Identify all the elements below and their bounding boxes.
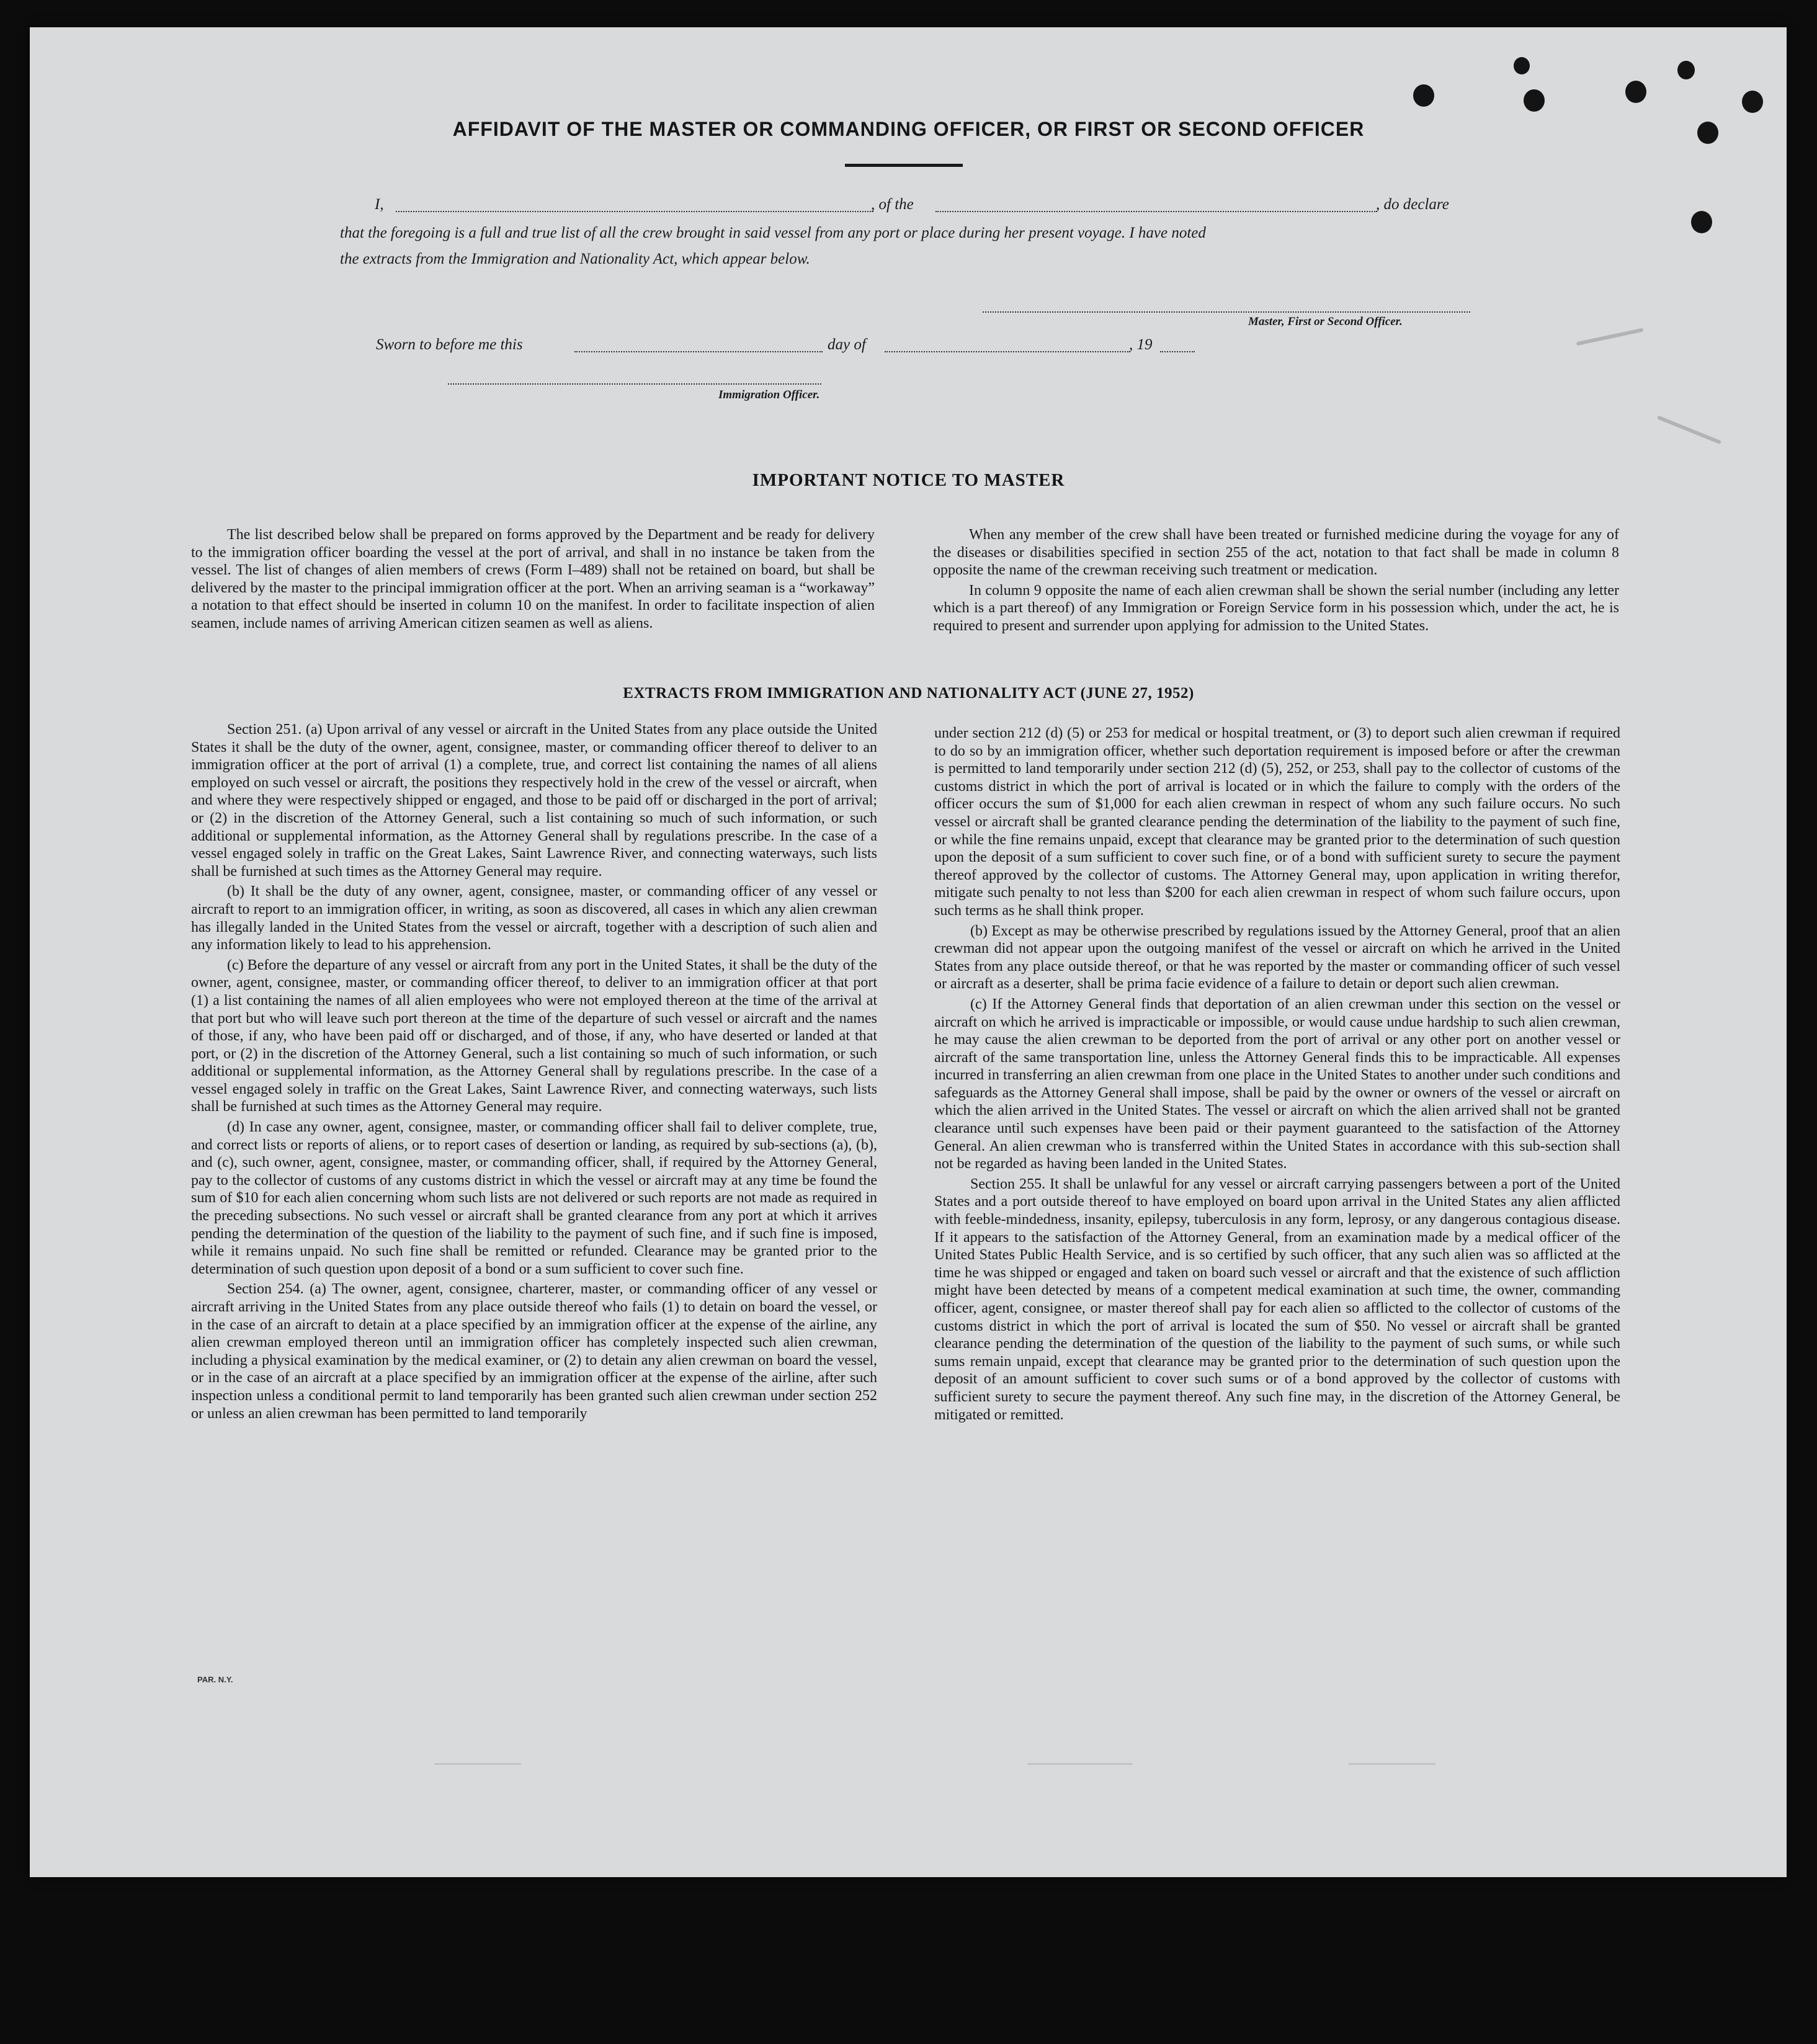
section-254c-paragraph: (c) If the Attorney General finds that deportation of an alien crewman under this section on the vessel or aircraft on which he arrived is impracticable or impossible, or would cause undue hardship to such alien crewman, he may cause the alien crewman to be deported from the port of arrival or any other port on another vessel or aircraft of the same transportation line, unless the Attorney General finds this to be impracticable. All expenses incurred in transferring an alien crewman from one place in the United States to another under such conditions and safeguards as the Attorney General shall impose, shall be paid by the owner or owners of the vessel or aircraft on which the alien arrived in the United States. The vessel or aircraft on which the alien arrived shall not be granted clearance until such expenses have been paid or their payment guaranteed to the satisfaction of the Attorney General. An alien crewman who is transferred within the United States in accordance with this sub-section shall not be regarded as having been landed in the United States. — [934, 996, 1620, 1172]
sworn-day-field[interactable] — [574, 351, 823, 352]
sworn-month-field[interactable] — [885, 351, 1130, 352]
punch-hole — [1677, 61, 1695, 79]
bleed-through-mark — [434, 1751, 521, 1765]
extracts-right-column — [934, 725, 1620, 1426]
printer-mark: PAR. N.Y. — [197, 1675, 233, 1684]
notice-heading: IMPORTANT NOTICE TO MASTER — [752, 470, 1065, 490]
declarant-label: I, — [375, 196, 384, 213]
punch-hole — [1413, 84, 1434, 107]
punch-hole — [1524, 89, 1545, 112]
notice-left-column — [191, 526, 875, 639]
notice-paragraph: The list described below shall be prepared on forms approved by the Department and be ready for delivery to the immigration officer boarding the vessel at the port of arrival, and shall in no instance be taken from the vessel. The list of changes of alien members of crews (Form I–489) shall not be retained on board, but shall be delivered by the master to the principal immigration officer at the port. When an arriving seaman is a “workaway” a notation to that effect should be inserted in column 10 on the manifest. In order to facilitate inspection of alien seamen, include names of arriving American citizen seamen as well as aliens. — [191, 527, 875, 631]
section-251d-paragraph: (d) In case any owner, agent, consignee, master, or commanding officer shall fail to deliver complete, true, and correct lists or reports of aliens, or to report cases of desertion or landing, as required by sub-sections (a), (b), and (c), such owner, agent, consignee, master, or commanding officer, shall, if required by the Attorney General, pay to the collector of customs of any customs district in which the vessel or aircraft may at any time be found the sum of $10 for each alien concerning whom such lists are not delivered or such reports are not made as required in the preceding subsections. No such vessel or aircraft shall be granted clearance from any port at which it arrives pending the determination of the question of the liability to the payment of such fine, and if such fine is imposed, while it remains unpaid. No such fine shall be remitted or refunded. Clearance may be granted prior to the determination of such question upon deposit of a bond or a sum sufficient to cover such fine. — [191, 1119, 877, 1277]
vessel-label: , of the — [871, 196, 914, 213]
punch-hole — [1742, 91, 1763, 113]
sworn-year-field[interactable] — [1160, 351, 1195, 352]
do-declare-label: , do declare — [1376, 196, 1449, 213]
section-251c-paragraph: (c) Before the departure of any vessel or aircraft from any port in the United States, it shall be the duty of the owner, agent, consignee, master, or commanding officer thereof, to deliver to an immigration officer at that port (1) a list containing the names of all alien employees who were not employed thereon at the time of the arrival at that port but who will leave such port thereon at the time of the departure of such vessel or aircraft and the names of those, if any, who have been paid off or discharged, and of those, if any, who have deserted or landed at that port, or (2) in the discretion of the Attorney General, such a list containing so much of such information, or such additional or supplemental information, as the Attorney General shall by regulations prescribe. In the case of a vessel engaged solely in traffic on the Great Lakes, Saint Lawrence River, and connecting waterways, such lists shall be furnished at such times as the Attorney General may require. — [191, 957, 877, 1115]
notice-right-column — [933, 526, 1619, 641]
section-254a-continued-paragraph: under section 212 (d) (5) or 253 for medical or hospital treatment, or (3) to deport such alien crewman if required to do so by an immigration officer, whether such deportation requirement is imposed before or after the crewman is permitted to land temporarily under section 212 (d) (5), 252, or 253, shall pay to the collector of customs of the customs district in which the port of arrival is located or in which the failure to comply with the orders of the officer occurs the sum of $1,000 for each alien crewman in respect of whom any such failure occurs. No such vessel or aircraft shall be granted clearance pending the determination of the liability to the payment of such fine, or while the fine remains unpaid, except that clearance may be granted prior to the determination of such question upon the deposit of a sum sufficient to cover such fine, or of a bond with sufficient surety to secure the payment thereof approved by the collector of customs. The Attorney General may, upon application in writing therefor, mitigate such penalty to not less than $200 for each alien crewman in respect of whom such failure occurs, upon such terms as he shall think proper. — [934, 725, 1620, 919]
vessel-name-field[interactable] — [935, 211, 1377, 212]
day-of-label: day of — [828, 336, 866, 353]
extracts-heading: EXTRACTS FROM IMMIGRATION AND NATIONALITY ACT (JUNE 27, 1952) — [623, 685, 1194, 702]
master-signature-label: Master, First or Second Officer. — [1248, 315, 1403, 328]
declarant-name-field[interactable] — [396, 211, 873, 212]
title-underline — [845, 164, 963, 167]
section-251a-paragraph: Section 251. (a) Upon arrival of any vessel or aircraft in the United States from any place outside the United States it shall be the duty of the owner, agent, consignee, master, or commanding officer thereof to deliver to an immigration officer at the port of arrival (1) a complete, true, and correct list containing the names of all aliens employed on such vessel or aircraft, the positions they respectively hold in the crew of the vessel or aircraft, when and where they were respectively shipped or engaged, and those to be paid off or discharged in the port of arrival; or (2) in the discretion of the Attorney General, such a list containing so much of such information, or such additional or supplemental information, as the Attorney General shall by regulations prescribe. In the case of a vessel engaged solely in traffic on the Great Lakes, Saint Lawrence River, and connecting waterways, such lists shall be furnished at such times as the Attorney General may require. — [191, 721, 877, 880]
sworn-label: Sworn to before me this — [376, 336, 523, 353]
officer-signature-label: Immigration Officer. — [718, 388, 820, 401]
declaration-text-line3: the extracts from the Immigration and Nationality Act, which appear below. — [340, 251, 810, 267]
section-254b-paragraph: (b) Except as may be otherwise prescribed by regulations issued by the Attorney General, proof that an alien crewman did not appear upon the outgoing manifest of the vessel or aircraft on which he arrived in the United States from any place outside thereof, or that he was reported by the master or commanding officer of such vessel or aircraft as a deserter, shall be prima facie evidence of a failure to detain or deport such alien crewman. — [934, 922, 1620, 993]
declaration-text-line2: that the foregoing is a full and true list of all the crew brought in said vessel from any port or place during her present voyage. I have noted — [340, 225, 1206, 241]
punch-hole — [1625, 81, 1646, 103]
officer-signature-field[interactable] — [448, 383, 821, 385]
bleed-through-mark — [1349, 1751, 1435, 1765]
affidavit-title: AFFIDAVIT OF THE MASTER OR COMMANDING OFFICER, OR FIRST OR SECOND OFFICER — [452, 118, 1365, 140]
extracts-left-column — [191, 721, 877, 1425]
year-label: , 19 — [1129, 336, 1153, 353]
notice-paragraph: When any member of the crew shall have been treated or furnished medicine during the voyage for any of the diseases or disabilities specified in section 255 of the act, notation to that fact shall be made in column 8 opposite the name of the crewman receiving such treatment or medication. — [933, 527, 1619, 579]
bleed-through-mark — [1027, 1751, 1133, 1765]
punch-hole — [1691, 211, 1712, 233]
notice-paragraph: In column 9 opposite the name of each alien crewman shall be shown the serial number (including any letter which is a part thereof) of any Immigration or Foreign Service form in his possession which, under the act, he is required to present and surrender upon applying for admission to the United States. — [933, 582, 1619, 634]
master-signature-field[interactable] — [983, 311, 1470, 313]
section-254a-paragraph: Section 254. (a) The owner, agent, consignee, charterer, master, or commanding officer of any vessel or aircraft arriving in the United States from any place outside thereof who fails (1) to detain on board the vessel, or in the case of an aircraft to detain at a place specified by an immigration officer at the expense of the airline, any alien crewman employed thereon until an immigration officer has completely inspected such alien crewman, including a physical examination by the medical examiner, or (2) to detain any alien crewman on board the vessel, or in the case of an aircraft at a place specified by an immigration officer at the expense of the airline, after such inspection unless a conditional permit to land temporarily has been granted such alien crewman under section 252 or unless an alien crewman has been permitted to land temporarily — [191, 1281, 877, 1422]
section-251b-paragraph: (b) It shall be the duty of any owner, agent, consignee, master, or commanding officer of any vessel or aircraft to report to an immigration officer, in writing, as soon as discovered, all cases in which any alien crewman has illegally landed in the United States from the vessel or aircraft, together with a description of such alien and any information likely to lead to his apprehension. — [191, 883, 877, 953]
punch-hole — [1514, 57, 1530, 74]
section-255-paragraph: Section 255. It shall be unlawful for any vessel or aircraft carrying passengers between a port of the United States and a port outside thereof to have employed on board upon arrival in the United States any alien afflicted with feeble-mindedness, insanity, epilepsy, tuberculosis in any form, leprosy, or any dangerous contagious disease. If it appears to the satisfaction of the Attorney General, from an examination made by a medical officer of the United States Public Health Service, and is so certified by such officer, that any such alien was so afflicted at the time he was shipped or engaged and taken on board such vessel or aircraft and that the existence of such affliction might have been detected by means of a competent medical examination at such time, the owner, commanding officer, agent, consignee, or master thereof shall pay for each alien so afflicted to the collector of customs of the customs district in which the port of arrival is located the sum of $50. No vessel or aircraft shall be granted clearance pending the determination of the question of the liability to the payment of such sums, or while such sums remain unpaid, except that clearance may be granted prior to the determination of such question upon the deposit of an amount sufficient to cover such sums or of a bond approved by the collector of customs with sufficient surety to secure the payment thereof. Any such fine may, in the discretion of the Attorney General, be mitigated or remitted. — [934, 1176, 1620, 1423]
